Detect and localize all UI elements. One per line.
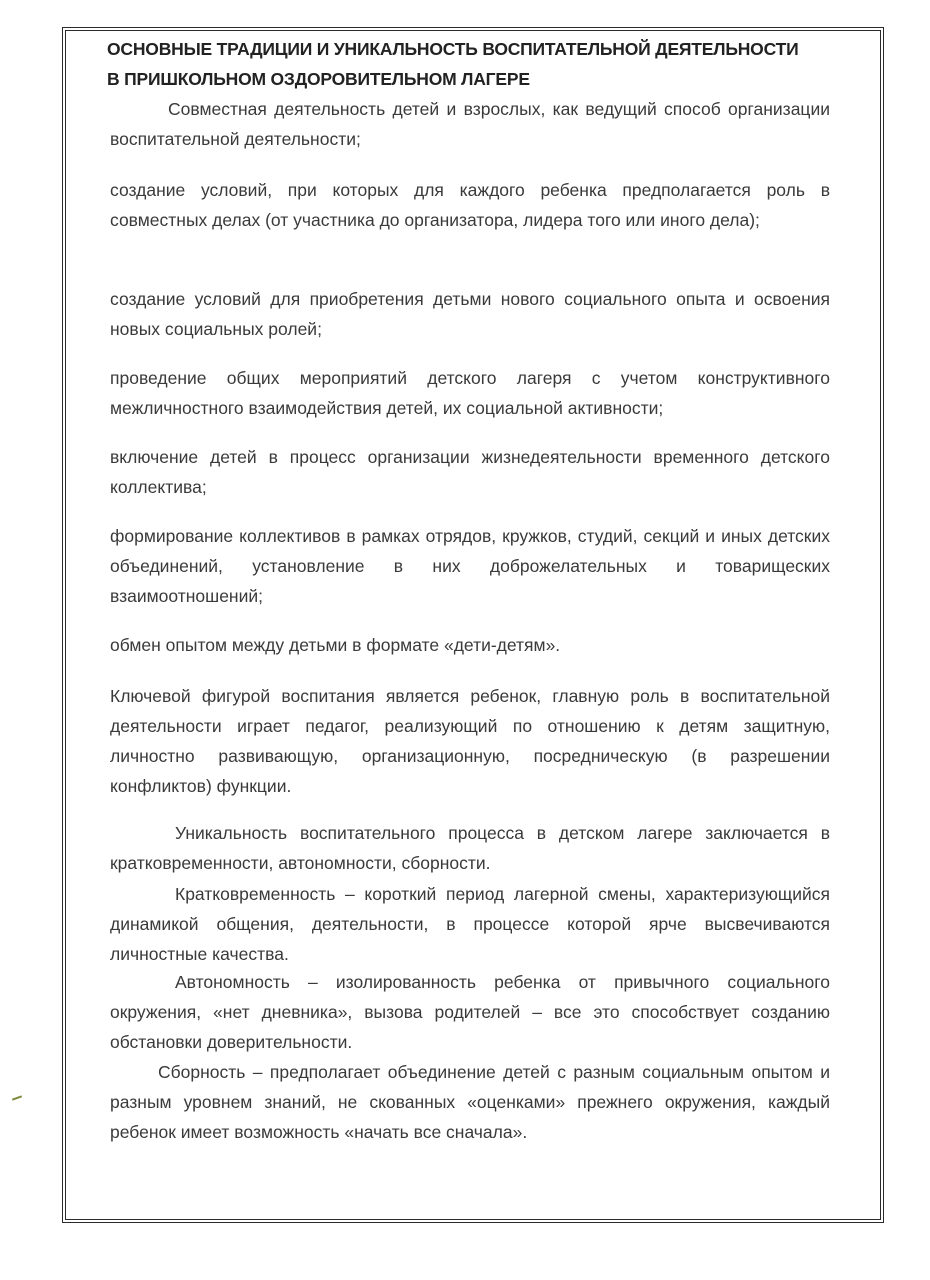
- title-line-2: В ПРИШКОЛЬНОМ ОЗДОРОВИТЕЛЬНОМ ЛАГЕРЕ: [107, 69, 530, 89]
- paragraph-autonomy: Автономность – изолированность ребенка от привычного социального окружения, «нет дневника», вызова родителей – все это способствует созданию обстановки доверительности.: [110, 972, 830, 1052]
- paragraph-children-involvement: включение детей в процесс организации жизнедеятельности временного детского коллектива;: [110, 447, 830, 497]
- paragraph-general-events: проведение общих мероприятий детского лагеря с учетом конструктивного межличностного взаимодействия детей, их социальной активности;: [110, 368, 830, 418]
- paragraph-social-experience: создание условий для приобретения детьми нового социального опыта и освоения новых социальных ролей;: [110, 289, 830, 339]
- paragraph-role-conditions: создание условий, при которых для каждого ребенка предполагается роль в совместных делах (от участника до организатора, лидера того или иного дела);: [110, 180, 830, 230]
- paragraph-diversity: Сборность – предполагает объединение детей с разным социальным опытом и разным уровнем знаний, не скованных «оценками» прежнего окружения, каждый ребенок имеет возможность «начать все сначала».: [110, 1062, 830, 1142]
- paragraph-uniqueness: Уникальность воспитательного процесса в детском лагере заключается в кратковременности, автономности, сборности.: [110, 823, 830, 873]
- paragraph-experience-exchange: обмен опытом между детьми в формате «дети-детям».: [110, 635, 561, 655]
- paragraph-collective-formation: формирование коллективов в рамках отрядов, кружков, студий, секций и иных детских объединений, установление в них доброжелательных и товарищеских взаимоотношений;: [110, 526, 830, 606]
- page-title: [107, 34, 847, 94]
- paragraph-short-duration: Кратковременность – короткий период лагерной смены, характеризующийся динамикой общения, деятельности, в процессе которой ярче высвечиваются личностные качества.: [110, 884, 830, 964]
- paragraph-key-figure: Ключевой фигурой воспитания является ребенок, главную роль в воспитательной деятельности играет педагог, реализующий по отношению к детям защитную, личностно развивающую, организационную, посредническую (в разрешении конфликтов) функции.: [110, 686, 830, 796]
- scan-mark: [12, 1095, 22, 1100]
- paragraph-joint-activity: Совместная деятельность детей и взрослых, как ведущий способ организации воспитательной деятельности;: [110, 99, 830, 149]
- title-line-1: ОСНОВНЫЕ ТРАДИЦИИ И УНИКАЛЬНОСТЬ ВОСПИТАТЕЛЬНОЙ ДЕЯТЕЛЬНОСТИ: [107, 39, 799, 59]
